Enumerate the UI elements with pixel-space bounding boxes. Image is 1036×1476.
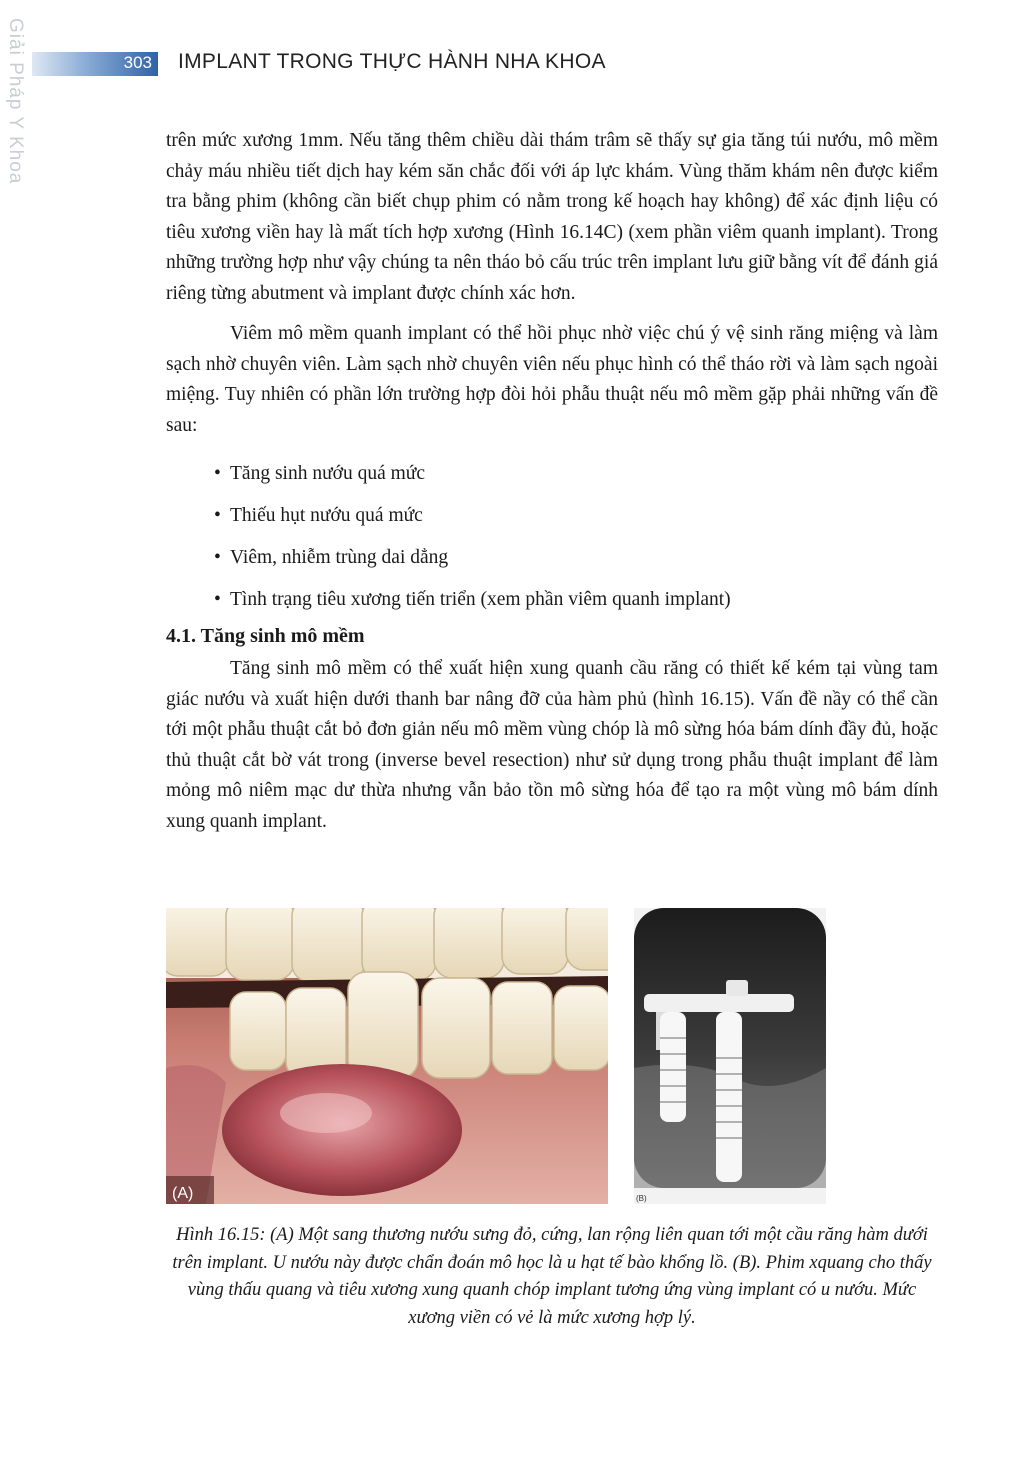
running-header-title: IMPLANT TRONG THỰC HÀNH NHA KHOA xyxy=(178,50,606,73)
page-number: 303 xyxy=(123,53,152,72)
paragraph-continued: trên mức xương 1mm. Nếu tăng thêm chiều dài thám trâm sẽ thấy sự gia tăng túi nướu, mô mềm chảy máu nhiều tiết dịch hay kém săn chắc đối với áp lực khám. Vùng thăm khám nên được kiểm tra bằng phim (không cần biết chụp phim có nằm trong kế hoạch hay không) để xác định liệu có tiêu xương viền hay là mất tích hợp xương (Hình 16.14C) (xem phần viêm quanh implant). Trong những trường hợp như vậy chúng ta nên tháo bỏ cấu trúc trên implant lưu giữ bằng vít để đánh giá riêng từng abutment và implant được chính xác hơn. xyxy=(166,130,938,304)
figure-caption: Hình 16.15: (A) Một sang thương nướu sưng đỏ, cứng, lan rộng liên quan tới một cầu răng hàm dưới trên implant. U nướu này được chẩn đoán mô học là u hạt tế bào khổng lồ. (B). Phim xquang cho thấy vùng thấu quang và tiêu xương xung quanh chóp implant tương ứng vùng implant có u nướu. Mức xương viền có vẻ là mức xương hợp lý. xyxy=(172,1225,932,1328)
list-item: • Tăng sinh nướu quá mức xyxy=(214,453,938,495)
xray-image xyxy=(634,908,826,1204)
paragraph-soft-tissue: Viêm mô mềm quanh implant có thể hồi phục nhờ việc chú ý vệ sinh răng miệng và làm sạch nhờ chuyên viên. Làm sạch nhờ chuyên viên nếu phục hình có thể tháo rời và làm sạch ngoài miệng. Tuy nhiên có phần lớn trường hợp đòi hỏi phẫu thuật nếu mô mềm gặp phải những vấn đề sau: xyxy=(166,323,938,436)
list-item: • Viêm, nhiễm trùng dai dẳng xyxy=(214,537,938,579)
clinical-photo-illustration xyxy=(166,908,608,1204)
side-watermark: Giải Pháp Y Khoa xyxy=(5,18,26,185)
page-body xyxy=(166,126,938,837)
figure-16-15 xyxy=(166,908,938,1208)
section-paragraph: Tăng sinh mô mềm có thể xuất hiện xung quanh cầu răng có thiết kế kém tại vùng tam giác nướu và xuất hiện dưới thanh bar nâng đỡ của hàm phủ (hình 16.15). Vấn đề nầy có thể cần tới một phẫu thuật cắt bỏ đơn giản nếu mô mềm vùng chóp là mô sừng hóa bám dính đầy đủ, hoặc thủ thuật cắt bờ vát trong (inverse bevel resection) như sử dụng trong phẫu thuật implant để làm mỏng mô niêm mạc dư thừa nhưng vẫn bảo tồn mô sừng hóa để tạo ra một vùng mô bám dính xung quanh implant. xyxy=(166,658,938,832)
section-heading: 4.1. Tăng sinh mô mềm xyxy=(166,625,365,647)
problem-list xyxy=(166,453,938,621)
list-item: • Thiếu hụt nướu quá mức xyxy=(214,495,938,537)
page-number-bar xyxy=(32,52,158,76)
clinical-photo xyxy=(166,908,608,1204)
figure-label-b: (B) xyxy=(636,1194,647,1203)
list-item: • Tình trạng tiêu xương tiến triển (xem phần viêm quanh implant) xyxy=(214,579,938,621)
figure-label-a: (A) xyxy=(172,1185,194,1202)
xray-illustration xyxy=(634,908,826,1204)
